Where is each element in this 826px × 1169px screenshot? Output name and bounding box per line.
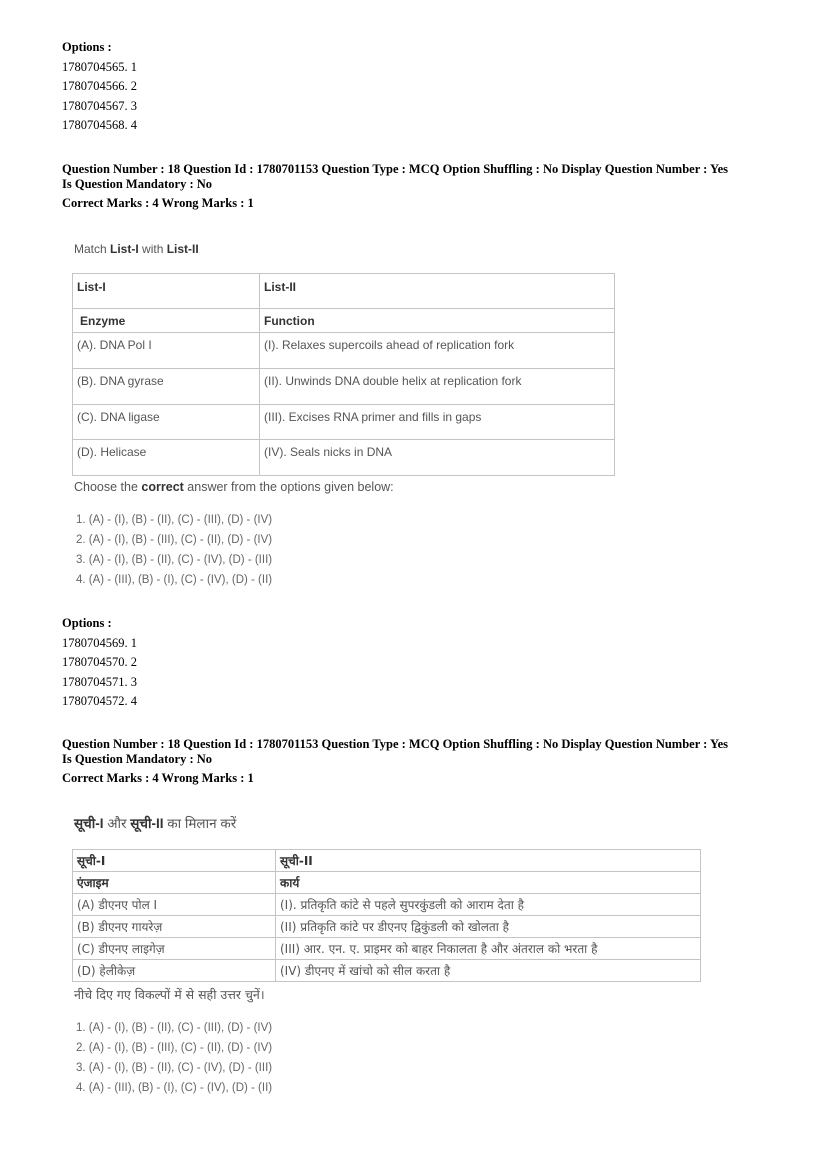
- choose-instruction-english: Choose the correct answer from the options given below:: [74, 480, 394, 494]
- option-item: 1780704570. 2: [62, 655, 137, 669]
- table-cell-left: (D). Helicase: [73, 440, 260, 476]
- table-row: [73, 333, 615, 369]
- question-meta-line: Question Number : 18 Question Id : 1780701153 Question Type : MCQ Option Shuffling : No Display Question Number : Yes: [62, 737, 729, 751]
- table-row: [73, 369, 615, 405]
- table-cell-left: (D) हेलीकेज़: [73, 960, 276, 982]
- table-cell-left: (B) डीएनए गायरेज़: [73, 916, 276, 938]
- answer-option: 3. (A) - (I), (B) - (II), (C) - (IV), (D) - (III): [76, 554, 273, 566]
- table-row: [73, 405, 615, 440]
- question-mandatory-line: Is Question Mandatory : No: [62, 177, 213, 191]
- option-item: 1780704565. 1: [62, 59, 137, 74]
- answer-options-english: [76, 510, 272, 590]
- question-body-english: [74, 242, 199, 256]
- table-col1-title: सूची-I: [77, 854, 106, 868]
- table-cell-left: (A). DNA Pol I: [73, 333, 260, 369]
- table-cell-left: (A) डीएनए पोल I: [73, 894, 276, 916]
- table-col1-title: List-I: [77, 280, 106, 294]
- answer-option: 1. (A) - (I), (B) - (II), (C) - (III), (D) - (IV): [76, 1022, 273, 1034]
- marks-line: Correct Marks : 4 Wrong Marks : 1: [62, 196, 254, 210]
- table-cell-right: (II). Unwinds DNA double helix at replication fork: [260, 369, 615, 405]
- option-item: 1780704571. 3: [62, 674, 137, 689]
- table-cell-left: (B). DNA gyrase: [73, 369, 260, 405]
- answer-option: 1. (A) - (I), (B) - (II), (C) - (III), (D) - (IV): [76, 514, 273, 526]
- table-cell-right: (I). प्रतिकृति कांटे से पहले सुपरकुंडली को आराम देता है: [276, 894, 701, 916]
- table-cell-right: (III). Excises RNA primer and fills in gaps: [260, 405, 615, 440]
- option-item: 1780704572. 4: [62, 694, 137, 708]
- table-cell-left: (C). DNA ligase: [73, 405, 260, 440]
- table-row: [73, 440, 615, 476]
- table-col2-title: सूची-II: [280, 854, 313, 868]
- table-cell-right: (III) आर. एन. ए. प्राइमर को बाहर निकालता है और अंतराल को भरता है: [276, 938, 701, 960]
- options-label: Options :: [62, 616, 112, 630]
- match-table-hindi: [72, 849, 701, 982]
- table-col1-subtitle: एंजाइम: [77, 876, 109, 890]
- match-table-english: [72, 273, 615, 476]
- question-body-hindi: [74, 814, 236, 832]
- question-meta-line: Question Number : 18 Question Id : 1780701153 Question Type : MCQ Option Shuffling : No Display Question Number : Yes: [62, 162, 729, 176]
- match-instruction: Match List-I with List-II: [74, 242, 199, 256]
- option-item: 1780704568. 4: [62, 118, 137, 132]
- table-cell-right: (IV). Seals nicks in DNA: [260, 440, 615, 476]
- table-row: [73, 938, 701, 960]
- options-block-1: [62, 38, 137, 136]
- answer-option: 4. (A) - (III), (B) - (I), (C) - (IV), (D) - (II): [76, 1082, 273, 1094]
- table-row: [73, 916, 701, 938]
- option-item: 1780704566. 2: [62, 79, 137, 93]
- table-row: [73, 960, 701, 982]
- choose-instruction-hindi: नीचे दिए गए विकल्पों में से सही उत्तर चुनें।: [74, 987, 265, 1002]
- table-col2-subtitle: Function: [264, 313, 315, 328]
- question-header-hindi: [62, 737, 728, 786]
- answer-option: 3. (A) - (I), (B) - (II), (C) - (IV), (D) - (III): [76, 1062, 273, 1074]
- options-label: Options :: [62, 40, 112, 54]
- answer-options-hindi: [76, 1018, 272, 1098]
- option-item: 1780704569. 1: [62, 635, 137, 650]
- question-mandatory-line: Is Question Mandatory : No: [62, 752, 213, 766]
- table-col2-subtitle: कार्य: [280, 876, 300, 890]
- match-instruction-hindi: सूची-I और सूची-II का मिलान करें: [74, 816, 237, 831]
- option-item: 1780704567. 3: [62, 98, 137, 113]
- table-row: [73, 894, 701, 916]
- table-cell-right: (I). Relaxes supercoils ahead of replication fork: [260, 333, 615, 369]
- table-cell-right: (IV) डीएनए में खांचो को सील करता है: [276, 960, 701, 982]
- answer-option: 2. (A) - (I), (B) - (III), (C) - (II), (D) - (IV): [76, 534, 273, 546]
- table-col2-title: List-II: [264, 280, 296, 294]
- table-col1-subtitle: Enzyme: [80, 313, 126, 328]
- answer-option: 2. (A) - (I), (B) - (III), (C) - (II), (D) - (IV): [76, 1042, 273, 1054]
- marks-line: Correct Marks : 4 Wrong Marks : 1: [62, 771, 254, 785]
- table-cell-right: (II) प्रतिकृति कांटे पर डीएनए द्विकुंडली को खोलता है: [276, 916, 701, 938]
- answer-option: 4. (A) - (III), (B) - (I), (C) - (IV), (D) - (II): [76, 574, 273, 586]
- options-block-2: [62, 614, 137, 712]
- table-cell-left: (C) डीएनए लाइगेज़: [73, 938, 276, 960]
- question-header-english: [62, 162, 728, 211]
